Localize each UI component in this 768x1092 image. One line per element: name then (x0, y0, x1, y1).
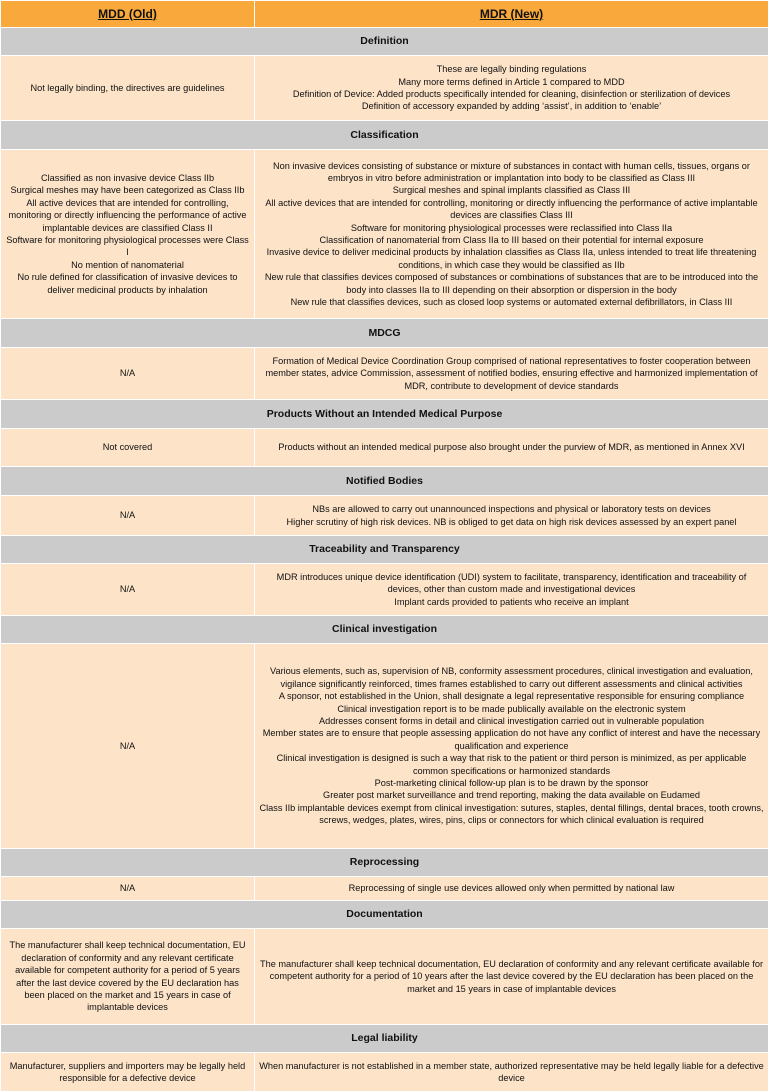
new-line: A sponsor, not established in the Union, shall designate a legal representative responsible for ensuring compliance (259, 690, 764, 702)
old-line: Surgical meshes may have been categorized as Class IIb (5, 184, 250, 196)
section-row-products-without-medical-purpose (1, 429, 768, 467)
section-header-documentation (1, 901, 768, 929)
header-row (1, 1, 768, 28)
new-line: Reprocessing of single use devices allowed only when permitted by national law (259, 882, 764, 894)
section-header-definition (1, 28, 768, 56)
old-line: N/A (5, 583, 250, 595)
new-line: Various elements, such as, supervision of NB, conformity assessment procedures, clinical investigation and evaluation, vigilance significantly reinforced, times frames established to carry out different assessments and clinical activities (259, 665, 764, 690)
old-cell (1, 1053, 255, 1092)
new-cell (255, 348, 768, 400)
section-header-classification (1, 121, 768, 150)
section-row-classification (1, 150, 768, 319)
section-header-legal-liability (1, 1025, 768, 1053)
new-line: Addresses consent forms in detail and clinical investigation carried out in vulnerable population (259, 715, 764, 727)
section-row-notified-bodies (1, 496, 768, 536)
old-cell (1, 644, 255, 849)
old-line: No rule defined for classification of invasive devices to deliver medicinal products by inhalation (5, 271, 250, 296)
section-row-legal-liability (1, 1053, 768, 1092)
section-title: Products Without an Intended Medical Purpose (1, 400, 768, 429)
section-row-clinical-investigation (1, 644, 768, 849)
new-line: The manufacturer shall keep technical documentation, EU declaration of conformity and any relevant certificate available for competent authority for a period of 10 years after the last device covered by the EU declaration has been placed on the market and 15 years in case of implantable devices (259, 958, 764, 995)
new-cell (255, 496, 768, 536)
old-cell (1, 929, 255, 1025)
old-cell (1, 496, 255, 536)
new-line: Definition of Device: Added products specifically intended for cleaning, disinfection or sterilization of devices (259, 88, 764, 100)
old-line: N/A (5, 740, 250, 752)
section-header-clinical-investigation (1, 616, 768, 644)
new-line: Software for monitoring physiological processes were reclassified into Class IIa (259, 222, 764, 234)
old-line: N/A (5, 509, 250, 521)
section-title: Reprocessing (1, 849, 768, 877)
new-line: New rule that classifies devices, such as closed loop systems or automated external defibrillators, in Class III (259, 296, 764, 308)
old-line: Classified as non invasive device Class IIb (5, 172, 250, 184)
section-header-reprocessing (1, 849, 768, 877)
section-header-products-without-medical-purpose (1, 400, 768, 429)
section-title: MDCG (1, 319, 768, 348)
old-line: No mention of nanomaterial (5, 259, 250, 271)
section-title: Classification (1, 121, 768, 150)
section-row-documentation (1, 929, 768, 1025)
new-line: MDR introduces unique device identification (UDI) system to facilitate, transparency, identification and traceability of devices, other than custom made and investigational devices (259, 571, 764, 596)
new-cell (255, 877, 768, 901)
old-line: Not covered (5, 441, 250, 453)
new-line: These are legally binding regulations (259, 63, 764, 75)
new-cell (255, 429, 768, 467)
new-line: Classification of nanomaterial from Class IIa to III based on their potential for internal exposure (259, 234, 764, 246)
old-line: Manufacturer, suppliers and importers may be legally held responsible for a defective device (5, 1060, 250, 1085)
section-header-notified-bodies (1, 467, 768, 496)
section-row-mdcg (1, 348, 768, 400)
old-cell (1, 348, 255, 400)
new-line: When manufacturer is not established in a member state, authorized representative may be held legally liable for a defective device (259, 1060, 764, 1085)
new-line: Surgical meshes and spinal implants classified as Class III (259, 184, 764, 196)
old-line: Software for monitoring physiological processes were Class I (5, 234, 250, 259)
new-line: Implant cards provided to patients who receive an implant (259, 596, 764, 608)
new-cell (255, 56, 768, 121)
new-line: Products without an intended medical purpose also brought under the purview of MDR, as mentioned in Annex XVI (259, 441, 764, 453)
section-title: Definition (1, 28, 768, 56)
new-line: Definition of accessory expanded by adding ‘assist’, in addition to ‘enable’ (259, 100, 764, 112)
new-line: Clinical investigation is designed is such a way that risk to the patient or third person is minimized, as per applicable common specifications or harmonized standards (259, 752, 764, 777)
old-line: Not legally binding, the directives are guidelines (5, 82, 250, 94)
section-title: Documentation (1, 901, 768, 929)
old-cell (1, 877, 255, 901)
old-cell (1, 429, 255, 467)
new-line: Clinical investigation report is to be made publically available on the electronic system (259, 703, 764, 715)
old-line: All active devices that are intended for controlling, monitoring or directly influencing the performance of active implantable devices are classified Class II (5, 197, 250, 234)
old-line: N/A (5, 367, 250, 379)
new-line: NBs are allowed to carry out unannounced inspections and physical or laboratory tests on devices (259, 503, 764, 515)
new-cell (255, 929, 768, 1025)
new-line: New rule that classifies devices composed of substances or combinations of substances that are to be introduced into the body into classes IIa to III depending on their absorption or dispersion in the body (259, 271, 764, 296)
new-line: All active devices that are intended for controlling, monitoring or directly influencing the performance of active implantable devices are classifies Class III (259, 197, 764, 222)
old-line: N/A (5, 882, 250, 894)
section-header-mdcg (1, 319, 768, 348)
section-title: Legal liability (1, 1025, 768, 1053)
old-cell (1, 564, 255, 616)
section-row-reprocessing (1, 877, 768, 901)
new-line: Formation of Medical Device Coordination Group comprised of national representatives to foster cooperation between member states, advice Commission, assessment of notified bodies, ensuring effective and harmonized implementation of MDR, contribute to development of device standards (259, 355, 764, 392)
new-line: Many more terms defined in Article 1 compared to MDD (259, 76, 764, 88)
header-old: MDD (Old) (1, 1, 255, 28)
section-row-traceability-transparency (1, 564, 768, 616)
new-cell (255, 150, 768, 319)
section-title: Notified Bodies (1, 467, 768, 496)
new-cell (255, 644, 768, 849)
old-line: The manufacturer shall keep technical documentation, EU declaration of conformity and any relevant certificate available for competent authority for a period of 5 years after the last device covered by the EU declaration has been placed on the market and 15 years in case of implantable devices (5, 939, 250, 1013)
section-title: Clinical investigation (1, 616, 768, 644)
new-line: Invasive device to deliver medicinal products by inhalation classifies as Class IIa, unless intended to treat life threatening conditions, in which case they would be classified as IIb (259, 246, 764, 271)
new-cell (255, 1053, 768, 1092)
section-header-traceability-transparency (1, 536, 768, 564)
new-line: Non invasive devices consisting of substance or mixture of substances in contact with human cells, tissues, organs or embryos in vitro before administration or implantation into body to be classified as Class III (259, 160, 764, 185)
new-line: Greater post market surveillance and trend reporting, making the data available on Eudamed (259, 789, 764, 801)
new-line: Class IIb implantable devices exempt from clinical investigation: sutures, staples, dental fillings, dental braces, tooth crowns, screws, wedges, plates, wires, pins, clips or connectors for which clinical evaluation is required (259, 802, 764, 827)
new-cell (255, 564, 768, 616)
header-new: MDR (New) (255, 1, 768, 28)
old-cell (1, 56, 255, 121)
new-line: Post-marketing clinical follow-up plan is to be drawn by the sponsor (259, 777, 764, 789)
new-line: Member states are to ensure that people assessing application do not have any conflict of interest and have the necessary qualification and experience (259, 727, 764, 752)
old-cell (1, 150, 255, 319)
section-title: Traceability and Transparency (1, 536, 768, 564)
new-line: Higher scrutiny of high risk devices. NB is obliged to get data on high risk devices assessed by an expert panel (259, 516, 764, 528)
section-row-definition (1, 56, 768, 121)
